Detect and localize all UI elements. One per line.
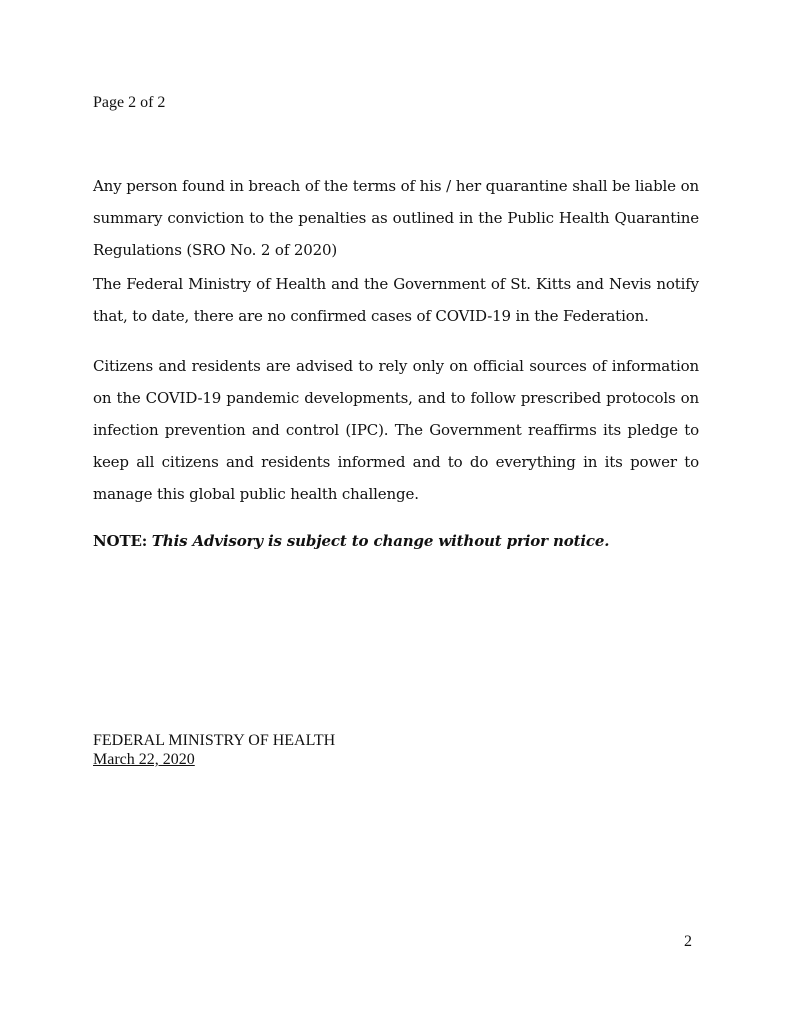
note-label: NOTE: <box>93 532 148 550</box>
advisory-note <box>93 525 609 557</box>
page-number: 2 <box>684 933 692 950</box>
paragraph-no-confirmed-cases: The Federal Ministry of Health and the Government of St. Kitts and Nevis notify that, to date, there are no confirmed cases of COVID-19 in the Federation. <box>93 275 699 325</box>
page-header-label: Page 2 of 2 <box>93 94 166 111</box>
paragraph-quarantine-breach: Any person found in breach of the terms of his / her quarantine shall be liable on summary conviction to the penalties as outlined in the Public Health Quarantine Regulations (SRO No. 2 of 2020) <box>93 177 699 259</box>
paragraph-official-sources: Citizens and residents are advised to rely only on official sources of information on the COVID-19 pandemic developments, and to follow prescribed protocols on infection prevention and control (IPC). The Government reaffirms its pledge to keep all citizens and residents informed and to do everything in its power to manage this global public health challenge. <box>93 357 699 503</box>
note-text: This Advisory is subject to change without prior notice. <box>151 532 610 550</box>
signoff-organization: FEDERAL MINISTRY OF HEALTH <box>93 732 336 749</box>
signoff-date: March 22, 2020 <box>93 751 195 768</box>
signoff-block <box>93 731 335 769</box>
